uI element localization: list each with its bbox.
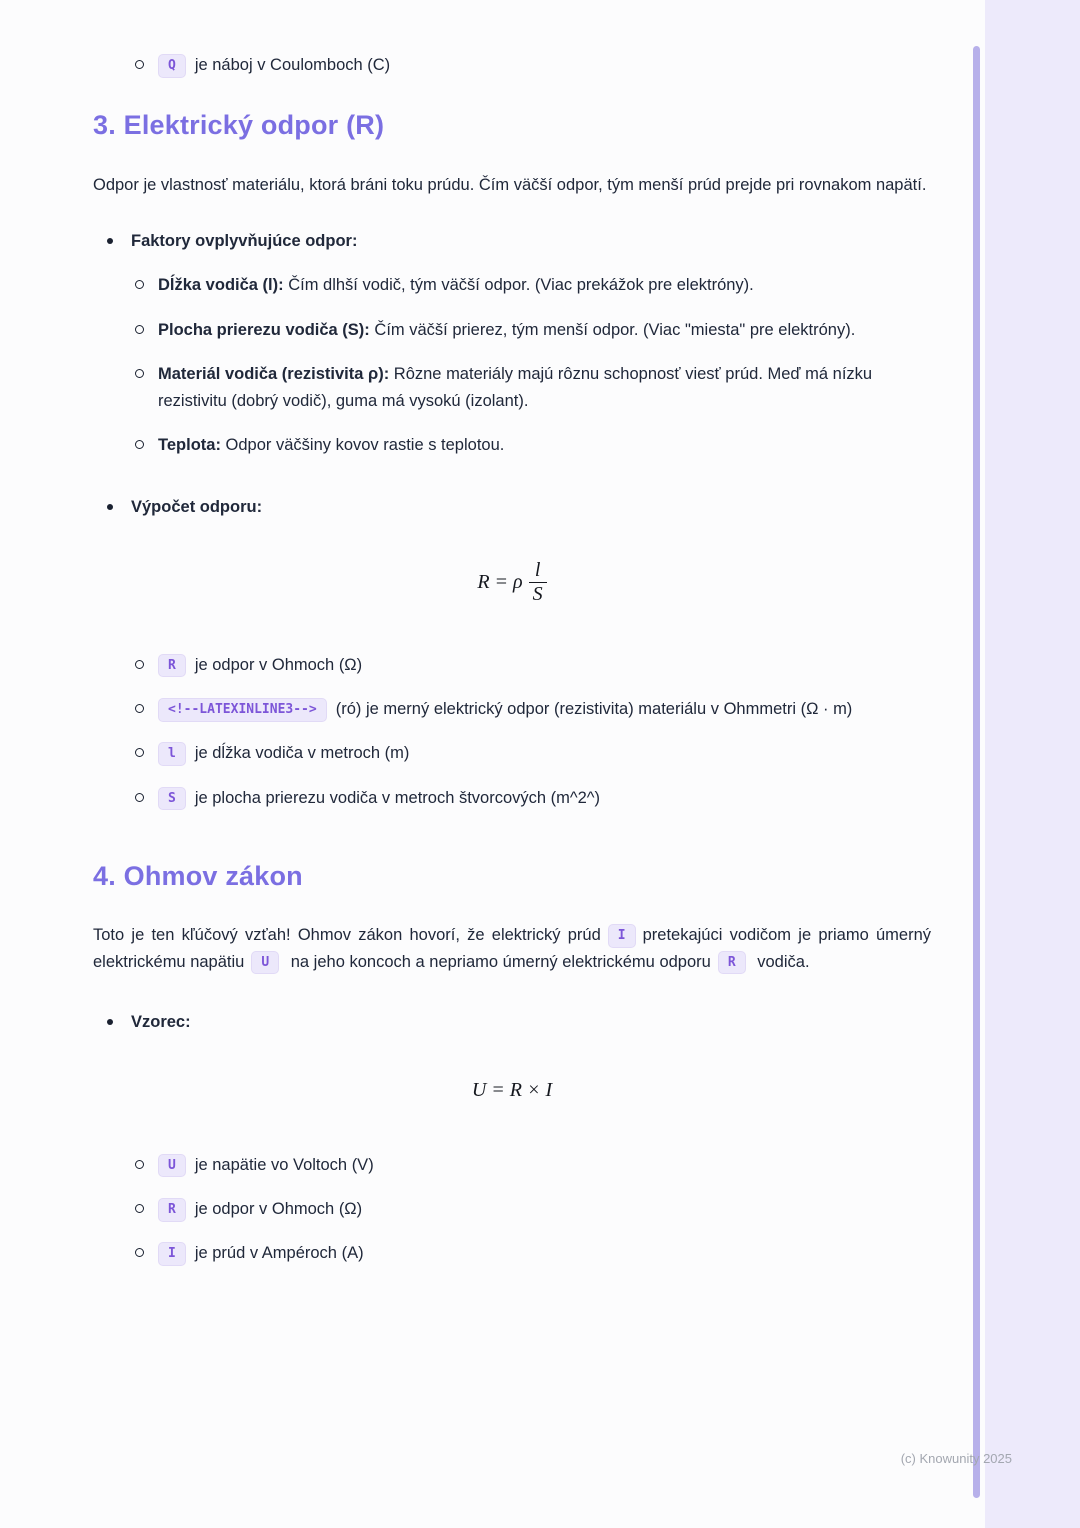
formula-lhs: R = ρ (477, 570, 523, 593)
circle-bullet-icon (135, 748, 144, 757)
code-badge: I (608, 924, 636, 948)
copyright-footer: (c) Knowunity 2025 (900, 1451, 1012, 1466)
legend-text: je plocha prierezu vodiča v metroch štvorcových (m^2^) (194, 788, 601, 807)
paragraph-text: pretekajúci vodičom je priamo úmerný elektrickému napätiu (93, 926, 931, 971)
legend-text: je odpor v Ohmoch (Ω) (194, 1200, 363, 1219)
factor-lead: Materiál vodiča (rezistivita ρ): (158, 365, 390, 384)
code-badge: l (158, 742, 186, 766)
code-badge: S (158, 787, 186, 811)
list-item (93, 317, 931, 343)
circle-bullet-icon (135, 660, 144, 669)
ohms-law-formula (93, 1074, 931, 1106)
circle-bullet-icon (135, 369, 144, 378)
list-item (93, 785, 931, 811)
legend-text: je odpor v Ohmoch (Ω) (194, 655, 363, 674)
list-item (93, 652, 931, 678)
section-3-intro: Odpor je vlastnosť materiálu, ktorá bráni toku prúdu. Čím väčší odpor, tým menší prúd prejde pri rovnakom napätí. (93, 175, 927, 194)
circle-bullet-icon (135, 1204, 144, 1213)
legend-text: je prúd v Ampéroch (A) (194, 1244, 364, 1263)
circle-bullet-icon (135, 793, 144, 802)
factor-lead: Dĺžka vodiča (l): (158, 276, 284, 295)
code-badge: R (718, 951, 746, 975)
section-3-title: 3. Elektrický odpor (R) (93, 110, 385, 141)
list-item (93, 361, 931, 414)
code-badge: U (158, 1154, 186, 1178)
paragraph-text: na jeho koncoch a nepriamo úmerný elektrickému odporu (290, 952, 711, 971)
formula-text: U = R × I (471, 1078, 553, 1101)
bullet-icon (107, 238, 113, 244)
fraction-numerator: l (529, 559, 547, 583)
code-badge: I (158, 1242, 186, 1266)
circle-bullet-icon (135, 60, 144, 69)
resistance-formula (93, 559, 931, 606)
factor-lead: Plocha prierezu vodiča (S): (158, 320, 370, 339)
code-badge: U (251, 951, 279, 975)
circle-bullet-icon (135, 280, 144, 289)
scrollbar-thumb[interactable] (973, 46, 980, 1498)
code-badge: R (158, 1198, 186, 1222)
list-item (93, 740, 931, 766)
factor-text: Čím väčší prierez, tým menší odpor. (Viac "miesta" pre elektróny). (369, 320, 856, 339)
bullet-icon (107, 504, 113, 510)
page-margin-strip (985, 0, 1080, 1528)
bullet-icon (107, 1019, 113, 1025)
code-badge: <!--LATEXINLINE3--> (158, 698, 327, 722)
list-item (93, 272, 931, 298)
paragraph-text: Toto je ten kľúčový vzťah! Ohmov zákon hovorí, že elektrický prúd (93, 926, 601, 945)
factors-heading: Faktory ovplyvňujúce odpor: (131, 231, 358, 250)
legend-text: (ró) je merný elektrický odpor (rezistivita) materiálu v Ohmmetri (Ω · m) (335, 700, 853, 719)
factor-text: Čím dlhší vodič, tým väčší odpor. (Viac prekážok pre elektróny). (283, 276, 754, 295)
list-item-text: je náboj v Coulomboch (C) (194, 56, 391, 74)
code-badge: R (158, 654, 186, 678)
section-4-title: 4. Ohmov zákon (93, 861, 303, 892)
document-page (93, 52, 931, 1285)
calc-heading: Výpočet odporu: (131, 498, 263, 517)
list-item (93, 228, 931, 254)
list-item (93, 494, 931, 520)
circle-bullet-icon (135, 1248, 144, 1257)
vzorec-heading: Vzorec: (131, 1013, 191, 1032)
list-item (93, 52, 931, 78)
list-item (93, 1009, 931, 1035)
code-badge: Q (158, 54, 186, 78)
circle-bullet-icon (135, 704, 144, 713)
list-item (93, 1196, 931, 1222)
fraction-denominator: S (532, 582, 543, 605)
list-item (93, 432, 931, 458)
circle-bullet-icon (135, 1160, 144, 1169)
list-item (93, 1152, 931, 1178)
list-item (93, 696, 931, 722)
factor-lead: Teplota: (158, 435, 221, 454)
factor-text: Odpor väčšiny kovov rastie s teplotou. (220, 435, 505, 454)
paragraph-text: vodiča. (757, 952, 810, 971)
circle-bullet-icon (135, 440, 144, 449)
factor-text: Rôzne materiály majú rôznu schopnosť viesť prúd. Meď má nízku rezistivitu (dobrý vodič), guma má vysokú (izolant). (158, 365, 873, 410)
list-item (93, 1240, 931, 1266)
section-4-intro (93, 922, 931, 975)
legend-text: je dĺžka vodiča v metroch (m) (194, 744, 410, 763)
legend-text: je napätie vo Voltoch (V) (194, 1155, 374, 1174)
circle-bullet-icon (135, 325, 144, 334)
fraction (529, 559, 547, 606)
